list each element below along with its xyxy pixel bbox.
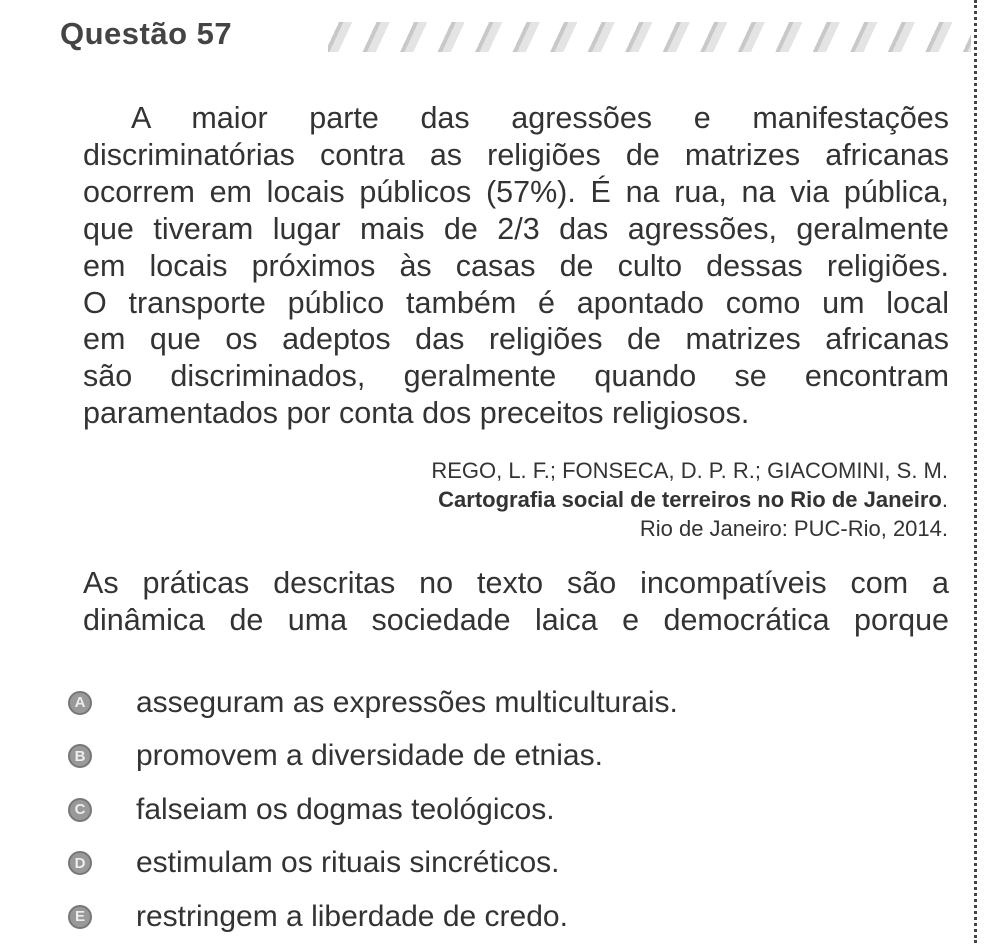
text-line: ocorrem em locais públicos (57%). É na rua, na via pública, (83, 174, 949, 209)
option-b[interactable] (68, 730, 678, 784)
option-a[interactable] (68, 676, 678, 730)
option-e[interactable] (68, 890, 678, 944)
option-text: falseiam os dogmas teológicos. (136, 792, 555, 826)
question-title: Questão 57 (60, 16, 233, 51)
option-text: asseguram as expressões multiculturais. (136, 685, 678, 719)
question-prompt (83, 565, 949, 639)
prompt-line: dinâmica de uma sociedade laica e democrática porque (83, 602, 949, 637)
citation-work: Cartografia social de terreiros no Rio de Janeiro (438, 487, 942, 512)
text-line: discriminatórias contra as religiões de matrizes africanas (83, 137, 949, 172)
option-d[interactable] (68, 837, 678, 891)
citation-publisher: Rio de Janeiro: PUC-Rio, 2014. (639, 516, 948, 541)
answer-options (68, 676, 678, 944)
source-text (83, 100, 949, 432)
option-letter-badge: A (68, 691, 92, 715)
option-text: estimulam os rituais sincréticos. (136, 846, 560, 880)
text-line: em que os adeptos das religiões de matrizes africanas (83, 322, 949, 357)
option-text: restringem a liberdade de credo. (136, 899, 568, 933)
option-letter-badge: E (68, 905, 92, 929)
option-text: promovem a diversidade de etnias. (136, 739, 603, 773)
text-line: são discriminados, geralmente quando se encontram (83, 359, 949, 394)
option-letter-badge: D (68, 851, 92, 875)
prompt-line: As práticas descritas no texto são incompatíveis com a (83, 566, 949, 600)
option-letter-badge: B (68, 744, 92, 768)
citation-authors: REGO, L. F.; FONSECA, D. P. R.; GIACOMINI, S. M. (431, 458, 948, 483)
text-line: que tiveram lugar mais de 2/3 das agressões, geralmente (83, 211, 949, 246)
option-c[interactable] (68, 783, 678, 837)
text-line: em locais próximos às casas de culto dessas religiões. (83, 248, 949, 283)
citation (431, 456, 948, 543)
citation-work-suffix: . (941, 487, 948, 512)
text-line: O transporte público também é apontado como um local (83, 285, 949, 320)
text-line: A maior parte das agressões e manifestações (131, 101, 949, 135)
option-letter-badge: C (68, 798, 92, 822)
decorative-header-pattern (328, 22, 971, 52)
text-line: paramentados por conta dos preceitos religiosos. (83, 396, 750, 431)
dotted-border (974, 0, 977, 943)
